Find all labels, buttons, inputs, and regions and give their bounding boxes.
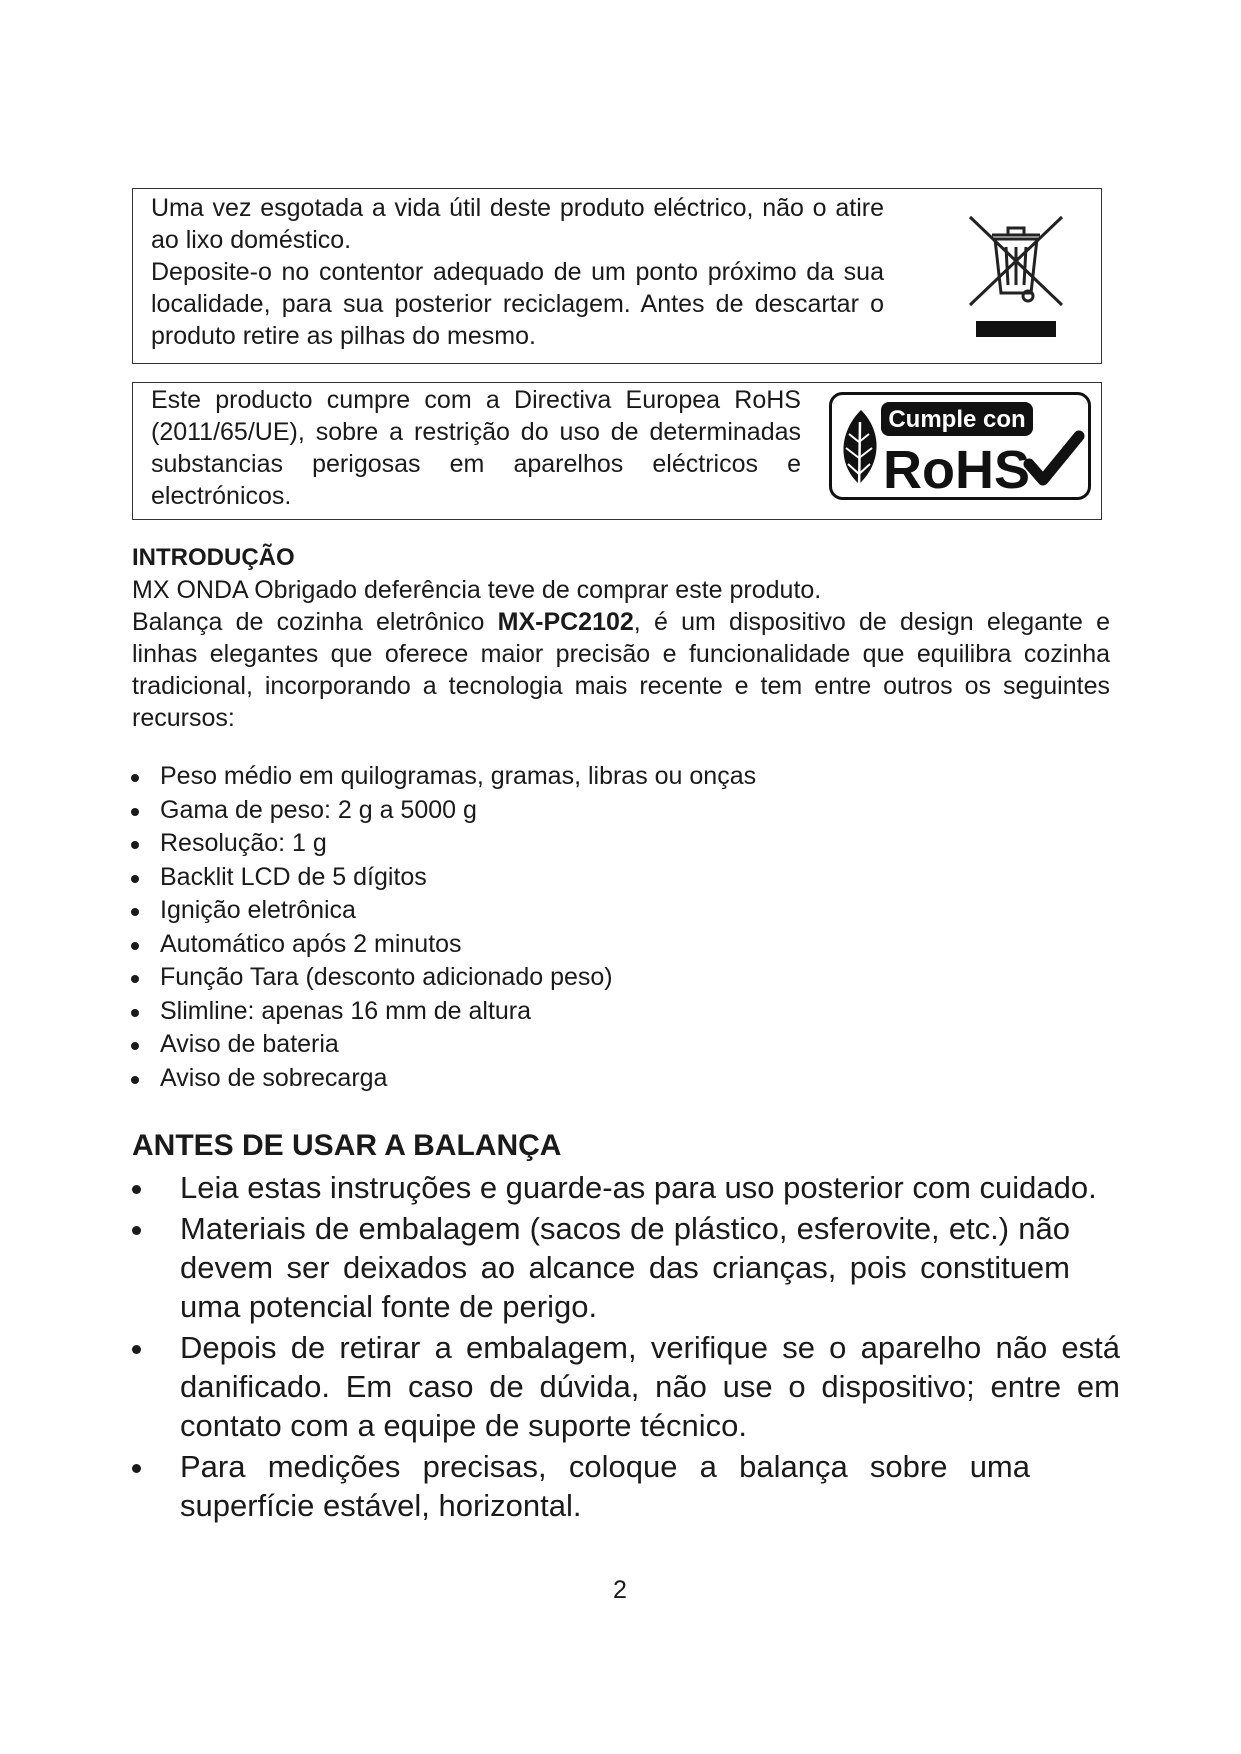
before-use-item: Para medições precisas, coloque a balança sobre uma superfície estável, horizontal. [130,1447,1120,1525]
before-use-item: Depois de retirar a embalagem, verifique se o aparelho não está danificado. Em caso de dúvida, não use o dispositivo; entre em contato com a equipe de suporte técnico. [130,1328,1120,1445]
feature-item: Resolução: 1 g [130,827,756,861]
feature-item: Aviso de bateria [130,1028,756,1062]
rohs-logo-main-text: RoHS [883,440,1030,500]
before-use-heading: ANTES DE USAR A BALANÇA [132,1129,562,1162]
disposal-notice-line2: Deposite-o no contentor adequado de um ponto próximo da sua localidade, para sua posterior reciclagem. Antes de descartar o produto retire as pilhas do mesmo. [151,258,884,350]
feature-item: Função Tara (desconto adicionado peso) [130,961,756,995]
before-use-list [130,1168,1120,1527]
introduction-description [132,606,1110,734]
feature-item: Peso médio em quilogramas, gramas, libras ou onças [130,760,756,794]
feature-item: Slimline: apenas 16 mm de altura [130,995,756,1029]
rohs-logo-top-text: Cumple con [888,406,1026,433]
feature-item: Ignição eletrônica [130,894,756,928]
before-use-item: Materiais de embalagem (sacos de plástico, esferovite, etc.) não devem ser deixados ao alcance das crianças, pois constituem uma potencial fonte de perigo. [130,1209,1120,1326]
description-before: Balança de cozinha eletrônico [132,608,498,636]
weee-crossed-bin-icon [964,213,1068,339]
disposal-notice-box [132,188,1102,364]
feature-item: Aviso de sobrecarga [130,1062,756,1096]
introduction-heading: INTRODUÇÃO [132,544,295,571]
disposal-notice-line1: Uma vez esgotada a vida útil deste produto eléctrico, não o atire ao lixo doméstico. [151,194,884,254]
feature-item: Backlit LCD de 5 dígitos [130,861,756,895]
before-use-item: Leia estas instruções e guarde-as para uso posterior com cuidado. [130,1168,1120,1207]
introduction-section [132,542,1110,734]
rohs-notice-text: Este producto cumpre com a Directiva Europea RoHS (2011/65/UE), sobre a restrição do uso de determinadas substancias perigosas em aparelhos eléctricos e electrónicos. [151,386,801,510]
feature-item: Automático após 2 minutos [130,928,756,962]
description-after: , é um dispositivo de design elegante e linhas elegantes que oferece maior precisão e funcionalidade que equilibra cozinha tradicional, incorporando a tecnologia mais recente e tem entre outros os seguintes recursos: [132,608,1110,732]
introduction-thanks: MX ONDA Obrigado deferência teve de comprar este produto. [132,576,822,604]
model-name: MX-PC2102 [497,608,634,636]
rohs-notice-box [132,382,1102,520]
disposal-notice-text [151,192,884,352]
page-number: 2 [613,1576,627,1604]
rohs-compliance-logo [829,392,1091,500]
feature-item: Gama de peso: 2 g a 5000 g [130,794,756,828]
feature-list [130,760,756,1095]
